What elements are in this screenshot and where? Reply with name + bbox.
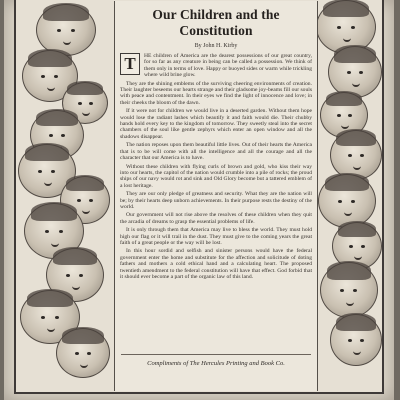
body-paragraph: Our government will not rise above the resolves of these children when they quit the arcadia of dreams to grasp the essential problems of life. xyxy=(120,212,312,225)
body-paragraph: In this hour sordid and selfish and sinister persons would have the federal government enter the home and substitute for the affection and solicitude of doting fathers and mothers a cold ethical hand and a calculating heart. The proposed twentieth amendment to the federal constitution will have that effect. God forbid that it should ever become a part of the organic law of this land. xyxy=(120,248,312,280)
printer-credit: Compliments of The Hercules Printing and Book Co. xyxy=(147,360,285,367)
body-paragraph: The nation reposes upon them beautiful little lives. Out of their hearts the America that is to be will come with all the intelligence and all the courage and all the character that our America is to have. xyxy=(120,142,312,162)
drop-cap: T xyxy=(120,53,140,75)
baby-face-illustration xyxy=(318,174,376,228)
baby-face-illustration xyxy=(330,130,382,180)
paper-sheet xyxy=(4,0,394,400)
baby-face-illustration xyxy=(328,46,382,98)
footer-divider xyxy=(121,354,311,355)
body-paragraph: They are the shining emblems of the surviving cheering environments of creation. Their laughter beseems our hearts strange and their gladsome joy-beams fill our souls with peace and contentment. In their eyes we find the light of innocence and love; in their cheeks the bloom of the dawn. xyxy=(120,80,312,106)
body-paragraph: Without these children with flying curls of brown and gold, who kiss their way into our hearts, the capitol of the nation would crumble into a pile of rocks; the proud ships of our navy would rot and sink and Old Glory become but a tattered emblem of a lost heritage. xyxy=(120,163,312,189)
baby-face-illustration xyxy=(330,314,382,366)
body-paragraph: They are our only pledge of greatness and security. What they are the nation will be; by their hearts deep unborn achievements. In their purpose rests the destiny of the world. xyxy=(120,191,312,210)
body-paragraph: If it were not for children we would live in a deserted garden. Without them hope would lose the radiant lashes which beautify it and faith would die. Their chubby hands hold every key to the kingdom of tomorrow. They sweetly steal into the secret chambers of the soul like gentle zephyrs which enter an open window and all the shadows disappear. xyxy=(120,108,312,140)
article-body xyxy=(120,81,312,281)
article-column xyxy=(114,1,318,391)
lead-paragraph: HE children of America are the dearest possessions of our great country, for so far as any creature in being can be called a possession. We think of them only in terms of love. Happy or buoyed sides or warm while trickling where wild brine glow. xyxy=(144,53,312,79)
article-title: Our Children and the Constitution xyxy=(152,7,280,38)
lead-paragraph-block xyxy=(120,53,312,81)
decorative-border xyxy=(14,0,384,394)
baby-face-illustration xyxy=(56,328,110,378)
baby-face-illustration xyxy=(320,262,378,318)
body-paragraph: It is only through them that America may live to bless the world. They must hold high our flag or it will trail in the dust. They must give to the coming years the great faith of a great people or the way will be lost. xyxy=(120,227,312,246)
article-byline: By John H. Kirby xyxy=(194,43,238,49)
